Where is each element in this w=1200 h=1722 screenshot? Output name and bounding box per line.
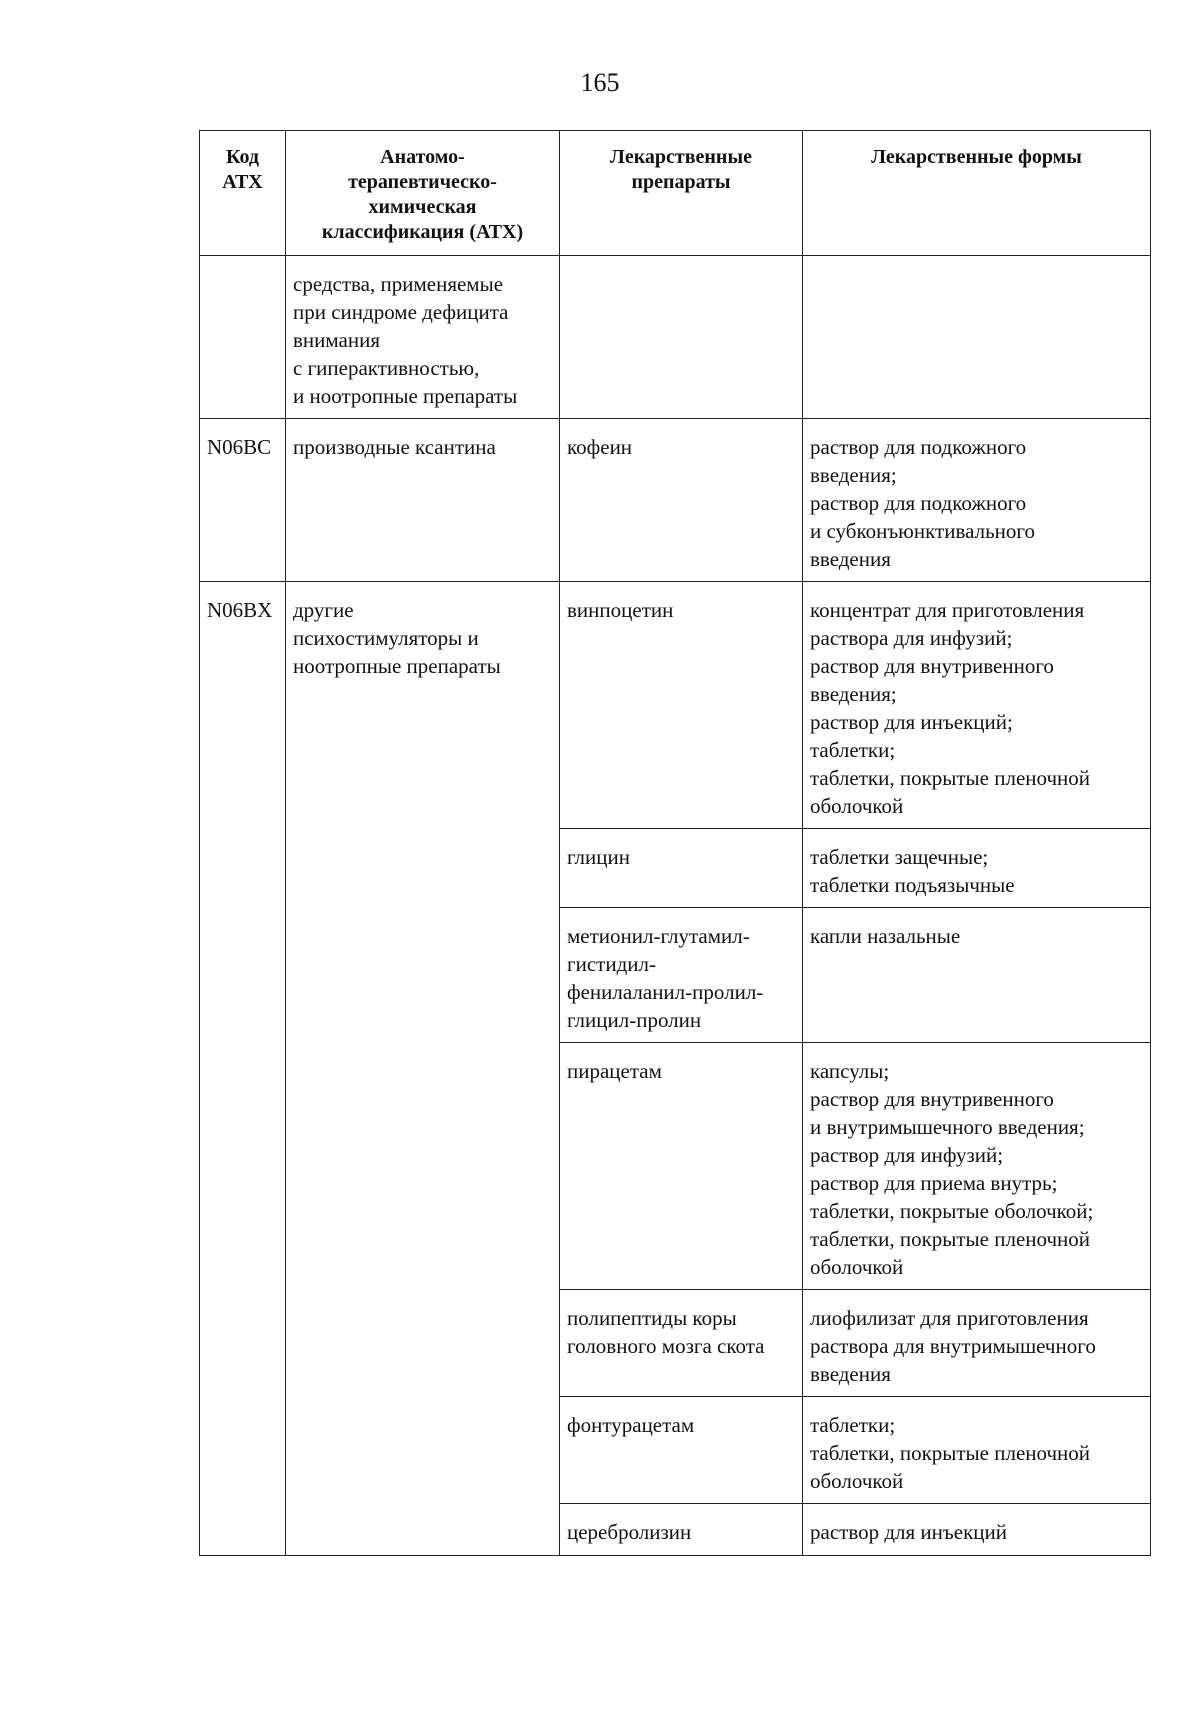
row-classification: средства, применяемые при синдроме дефицита внимания с гиперактивностью, и ноотропные препараты xyxy=(286,256,560,419)
row-forms: лиофилизат для приготовления раствора для внутримышечного введения xyxy=(803,1290,1151,1397)
atx-table xyxy=(199,130,1151,1556)
row-drug: кофеин xyxy=(560,419,803,582)
table-row xyxy=(200,419,1151,582)
table-header-row xyxy=(200,131,1151,256)
row-forms: таблетки; таблетки, покрытые пленочной оболочкой xyxy=(803,1397,1151,1504)
row-forms xyxy=(803,256,1151,419)
row-drug: церебролизин xyxy=(560,1504,803,1556)
row-drug: глицин xyxy=(560,829,803,908)
row-forms: капсулы; раствор для внутривенного и внутримышечного введения; раствор для инфузий; раствор для приема внутрь; таблетки, покрытые оболочкой; таблетки, покрытые пленочной оболочкой xyxy=(803,1043,1151,1290)
row-drug: полипептиды коры головного мозга скота xyxy=(560,1290,803,1397)
row-drug: фонтурацетам xyxy=(560,1397,803,1504)
header-classification: Анатомо- терапевтическо- химическая классификация (АТХ) xyxy=(286,131,560,256)
table-row xyxy=(200,582,1151,829)
row-drug: винпоцетин xyxy=(560,582,803,829)
header-forms: Лекарственные формы xyxy=(803,131,1151,256)
row-forms: раствор для подкожного введения; раствор для подкожного и субконъюнктивального введения xyxy=(803,419,1151,582)
row-forms: концентрат для приготовления раствора для инфузий; раствор для внутривенного введения; раствор для инъекций; таблетки; таблетки, покрытые пленочной оболочкой xyxy=(803,582,1151,829)
row-forms: таблетки защечные; таблетки подъязычные xyxy=(803,829,1151,908)
row-drug xyxy=(560,256,803,419)
row-code xyxy=(200,256,286,419)
row-forms: капли назальные xyxy=(803,908,1151,1043)
row-code: N06BC xyxy=(200,419,286,582)
row-drug: пирацетам xyxy=(560,1043,803,1290)
row-drug: метионил-глутамил- гистидил- фенилаланил-пролил- глицил-пролин xyxy=(560,908,803,1043)
row-forms: раствор для инъекций xyxy=(803,1504,1151,1556)
table-row xyxy=(200,256,1151,419)
row-classification: другие психостимуляторы и ноотропные препараты xyxy=(286,582,560,1556)
header-drugs: Лекарственные препараты xyxy=(560,131,803,256)
header-code: Код АТХ xyxy=(200,131,286,256)
row-classification: производные ксантина xyxy=(286,419,560,582)
page-number: 165 xyxy=(580,68,620,97)
row-code: N06BX xyxy=(200,582,286,1556)
